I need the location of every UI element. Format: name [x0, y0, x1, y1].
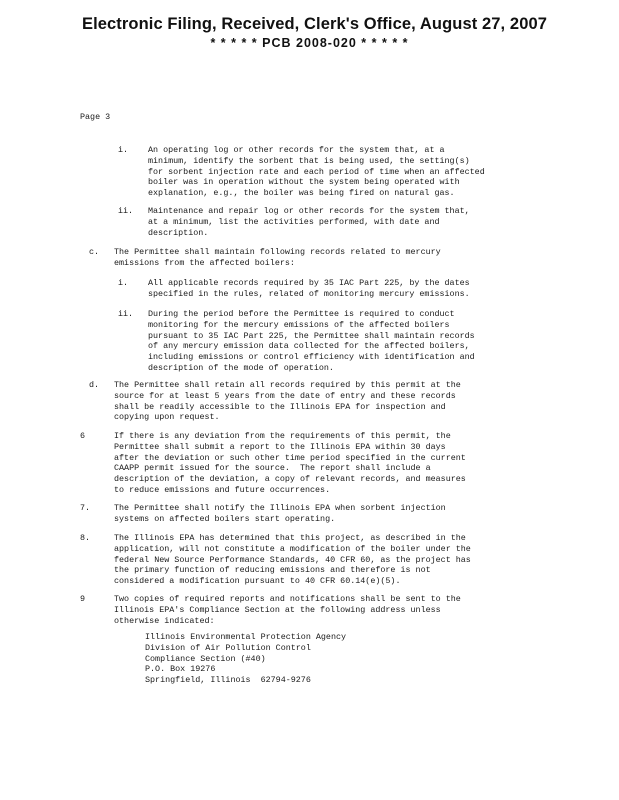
list-item-text: All applicable records required by 35 IAC Part 225, by the dates specified in the rules, related of monitoring mercury emissions. — [148, 278, 470, 299]
list-marker: 6 — [80, 431, 86, 441]
list-marker: 8. — [80, 533, 91, 543]
list-item-text: Two copies of required reports and notifications shall be sent to the Illinois EPA's Compliance Section at the following address unless otherwise indicated: — [114, 594, 461, 626]
list-marker: ii. — [118, 206, 134, 216]
page-number: Page 3 — [80, 112, 111, 122]
list-marker: ii. — [118, 309, 134, 319]
list-item-text: If there is any deviation from the requirements of this permit, the Permittee shall submit a report to the Illinois EPA within 30 days after the deviation or such other time period specified in the current CAAPP permit issued for the source. The report shall include a description of the deviation, a copy of relevant records, and measures to reduce emissions and future occurrences. — [114, 431, 466, 495]
list-marker: i. — [118, 145, 129, 155]
filing-stamp-title: Electronic Filing, Received, Clerk's Office, August 27, 2007 — [81, 15, 548, 33]
list-marker: d. — [89, 380, 100, 390]
list-item-text: An operating log or other records for the system that, at a minimum, identify the sorbent that is being used, the setting(s) for sorbent injection rate and each period of time when an affected boiler was in operation without the system being operated with explanation, e.g., the boiler was being fired on natural gas. — [148, 145, 485, 199]
mailing-address: Illinois Environmental Protection Agency Division of Air Pollution Control Compliance Section (#40) P.O. Box 19276 Springfield, Illinois 62794-9276 — [145, 632, 347, 686]
list-item-text: Maintenance and repair log or other records for the system that, at a minimum, list the activities performed, with date and description. — [148, 206, 470, 238]
list-item-text: The Illinois EPA has determined that this project, as described in the application, will not constitute a modification of the boiler under the federal New Source Performance Standards, 40 CFR 60, as the project has the primary function of reducing emissions and therefore is not considered a modification pursuant to 40 CFR 60.14(e)(5). — [114, 533, 471, 587]
filing-stamp-case-number: * * * * * PCB 2008-020 * * * * * — [210, 36, 409, 50]
list-marker: i. — [118, 278, 129, 288]
list-marker: 9 — [80, 594, 86, 604]
list-item-text: The Permittee shall notify the Illinois EPA when sorbent injection systems on affected boilers start operating. — [114, 503, 446, 524]
list-item-text: The Permittee shall retain all records required by this permit at the source for at least 5 years from the date of entry and these records shall be readily accessible to the Illinois EPA for inspection and copying upon request. — [114, 380, 461, 423]
list-marker: 7. — [80, 503, 91, 513]
list-item-text: During the period before the Permittee is required to conduct monitoring for the mercury emissions of the affected boilers pursuant to 35 IAC Part 225, the Permittee shall maintain records of any mercury emission data collected for the affected boilers, including emissions or control efficiency with identification and description of the mode of operation. — [148, 309, 475, 373]
list-marker: c. — [89, 247, 100, 257]
list-item-text: The Permittee shall maintain following records related to mercury emissions from the affected boilers: — [114, 247, 441, 268]
